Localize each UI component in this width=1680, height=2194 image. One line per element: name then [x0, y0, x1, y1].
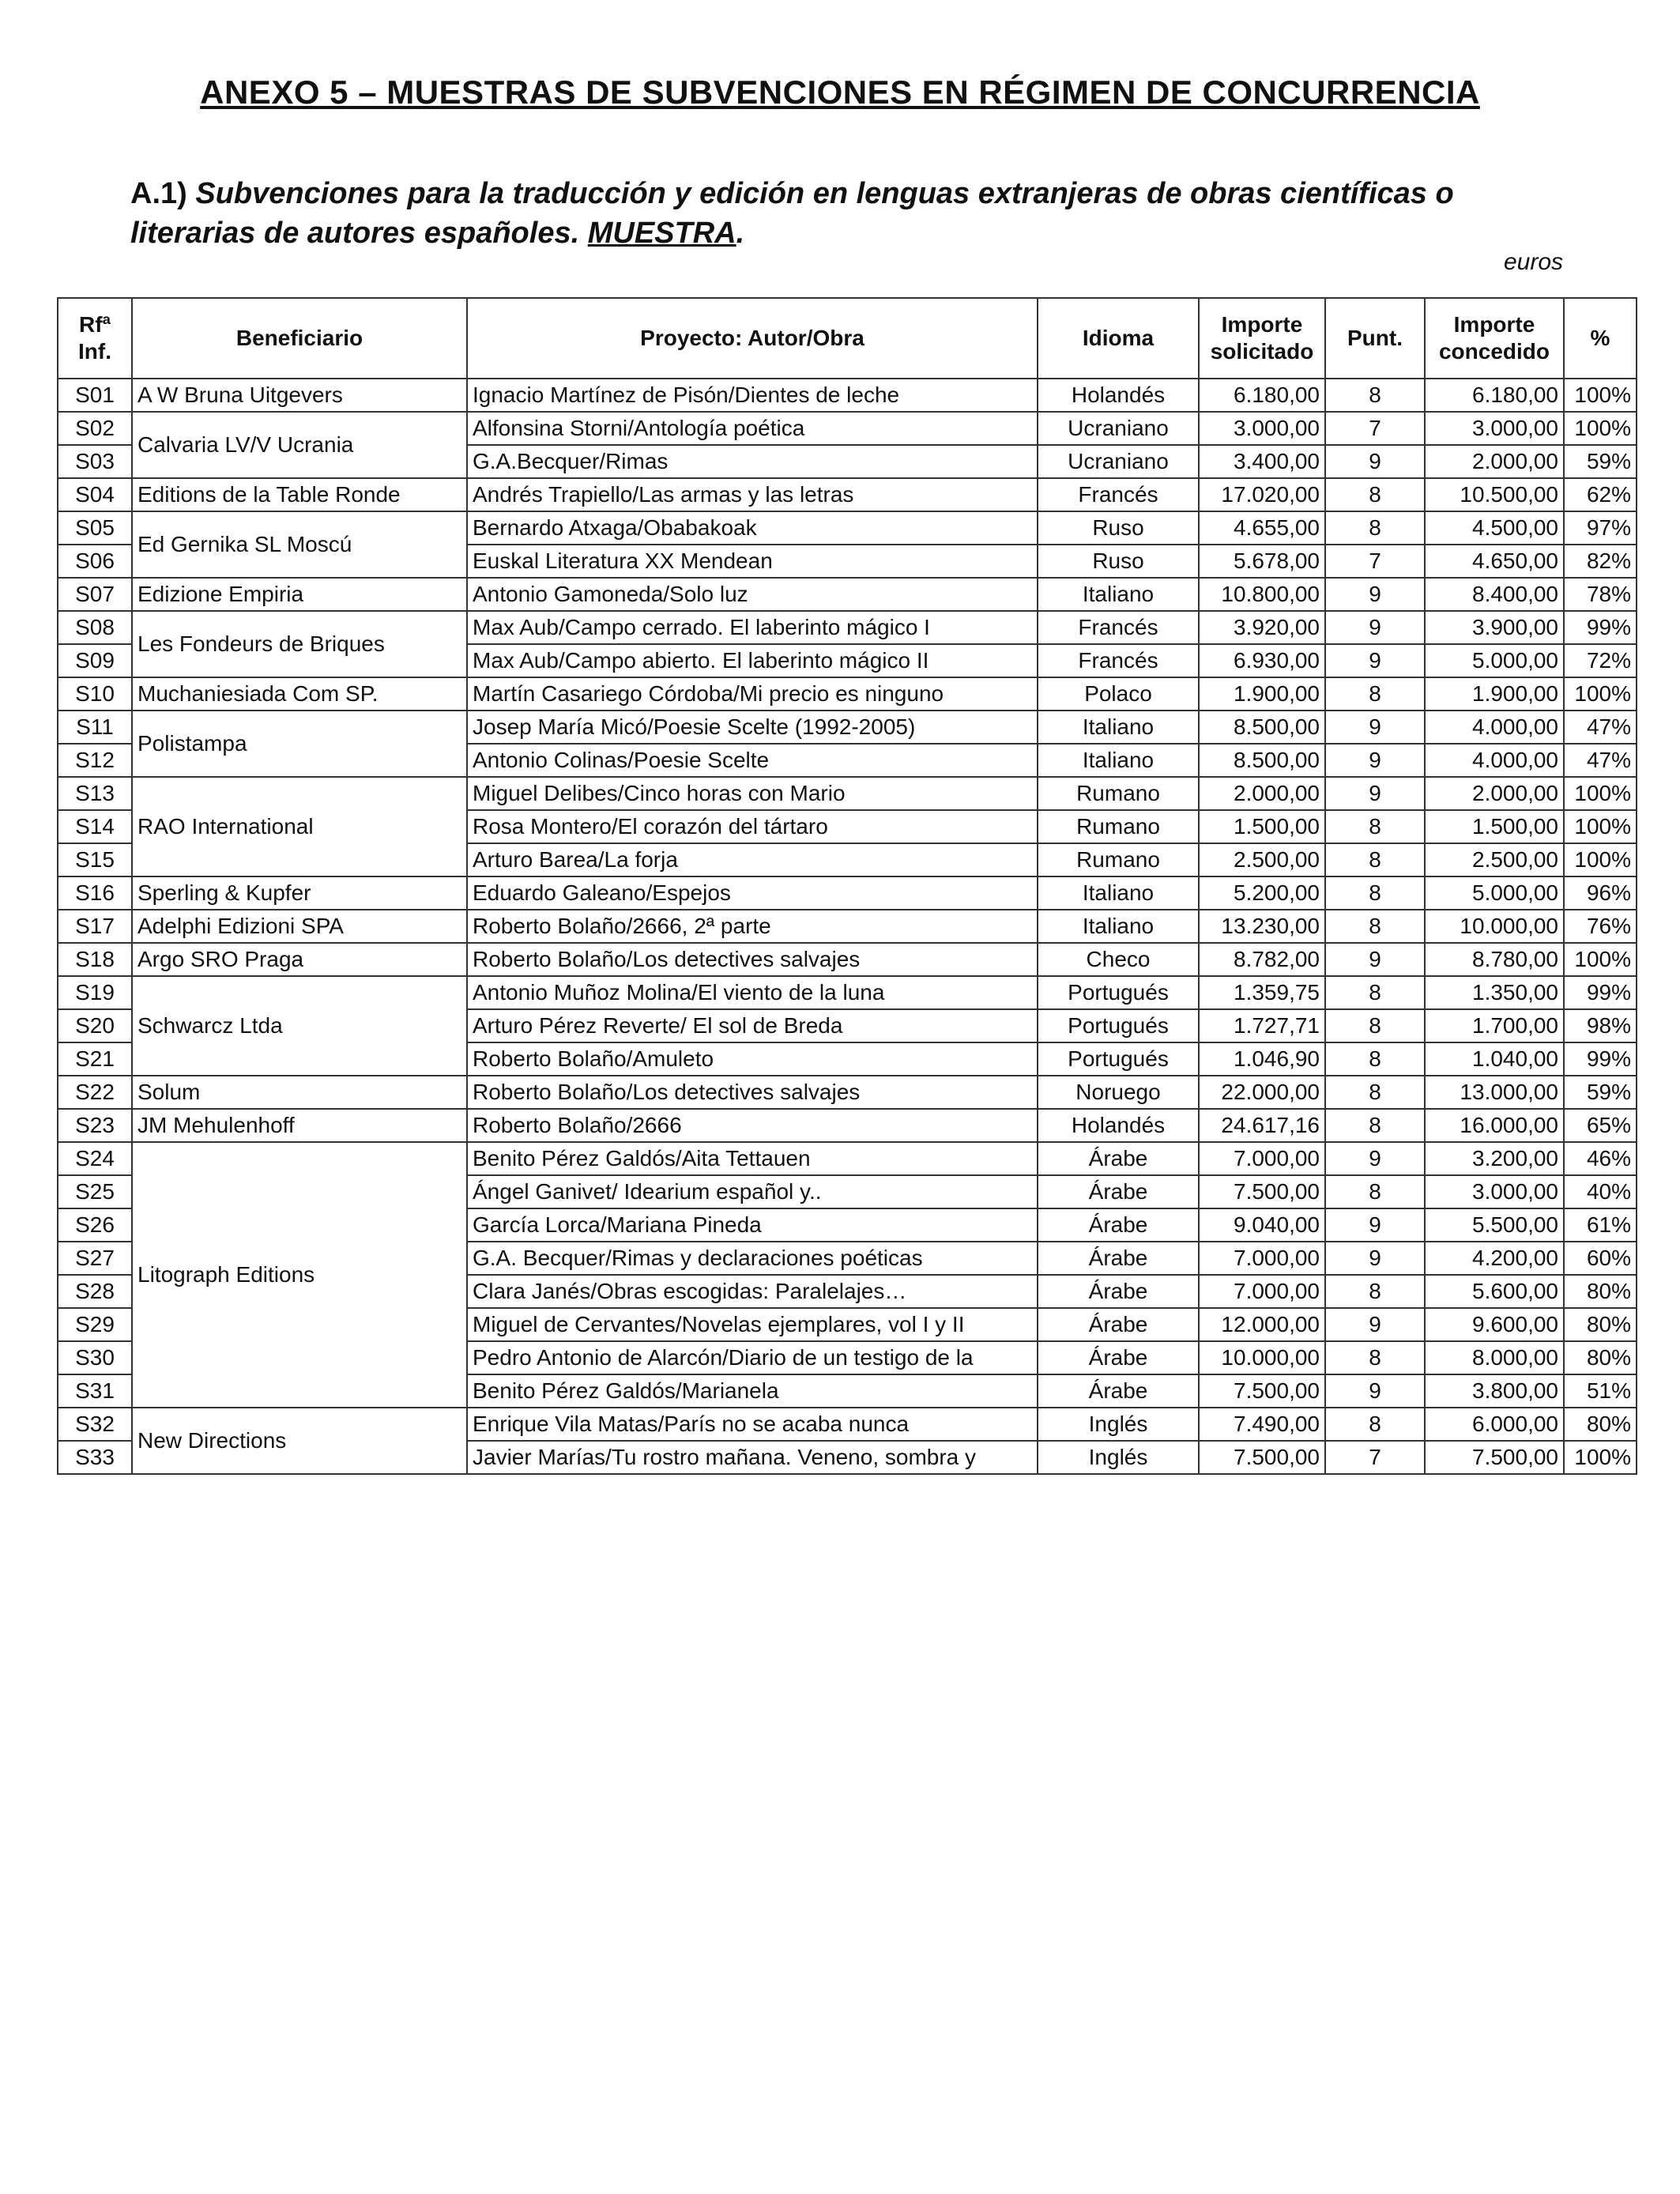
- table-row: [58, 578, 1637, 611]
- requested-amount-cell: 7.000,00: [1199, 1275, 1325, 1308]
- granted-amount-cell: 3.000,00: [1425, 1175, 1564, 1208]
- ref-cell: S05: [58, 511, 132, 545]
- table-row: [58, 976, 1637, 1009]
- granted-amount-cell: 5.500,00: [1425, 1208, 1564, 1242]
- project-cell: Benito Pérez Galdós/Marianela: [467, 1374, 1038, 1408]
- header-percent: %: [1564, 298, 1637, 379]
- beneficiary-cell: Solum: [132, 1076, 467, 1109]
- project-cell: Pedro Antonio de Alarcón/Diario de un testigo de la: [467, 1341, 1038, 1374]
- project-cell: Miguel de Cervantes/Novelas ejemplares, vol I y II: [467, 1308, 1038, 1341]
- requested-amount-cell: 1.900,00: [1199, 677, 1325, 711]
- granted-amount-cell: 4.000,00: [1425, 711, 1564, 744]
- requested-amount-cell: 7.500,00: [1199, 1374, 1325, 1408]
- language-cell: Ruso: [1038, 511, 1199, 545]
- language-cell: Italiano: [1038, 744, 1199, 777]
- granted-amount-cell: 5.000,00: [1425, 644, 1564, 677]
- ref-cell: S15: [58, 843, 132, 876]
- ref-cell: S06: [58, 545, 132, 578]
- table-body: [58, 379, 1637, 1474]
- language-cell: Checo: [1038, 943, 1199, 976]
- ref-cell: S26: [58, 1208, 132, 1242]
- requested-amount-cell: 1.046,90: [1199, 1042, 1325, 1076]
- score-cell: 9: [1325, 943, 1425, 976]
- score-cell: 8: [1325, 876, 1425, 910]
- score-cell: 8: [1325, 511, 1425, 545]
- project-cell: Enrique Vila Matas/París no se acaba nunca: [467, 1408, 1038, 1441]
- percent-cell: 100%: [1564, 1441, 1637, 1474]
- granted-amount-cell: 10.500,00: [1425, 478, 1564, 511]
- granted-amount-cell: 10.000,00: [1425, 910, 1564, 943]
- ref-cell: S03: [58, 445, 132, 478]
- beneficiary-cell: Editions de la Table Ronde: [132, 478, 467, 511]
- project-cell: Antonio Gamoneda/Solo luz: [467, 578, 1038, 611]
- language-cell: Italiano: [1038, 876, 1199, 910]
- project-cell: Antonio Colinas/Poesie Scelte: [467, 744, 1038, 777]
- project-cell: Max Aub/Campo cerrado. El laberinto mágico I: [467, 611, 1038, 644]
- percent-cell: 62%: [1564, 478, 1637, 511]
- table-row: [58, 910, 1637, 943]
- table-row: [58, 1109, 1637, 1142]
- section-subtitle: [130, 174, 1584, 253]
- header-beneficiary: Beneficiario: [132, 298, 467, 379]
- score-cell: 9: [1325, 1142, 1425, 1175]
- project-cell: Roberto Bolaño/2666, 2ª parte: [467, 910, 1038, 943]
- ref-cell: S19: [58, 976, 132, 1009]
- beneficiary-cell: Litograph Editions: [132, 1142, 467, 1408]
- project-cell: Eduardo Galeano/Espejos: [467, 876, 1038, 910]
- ref-cell: S01: [58, 379, 132, 412]
- ref-cell: S08: [58, 611, 132, 644]
- granted-amount-cell: 8.780,00: [1425, 943, 1564, 976]
- granted-amount-cell: 6.180,00: [1425, 379, 1564, 412]
- ref-cell: S18: [58, 943, 132, 976]
- language-cell: Polaco: [1038, 677, 1199, 711]
- ref-cell: S16: [58, 876, 132, 910]
- granted-amount-cell: 6.000,00: [1425, 1408, 1564, 1441]
- granted-amount-cell: 2.500,00: [1425, 843, 1564, 876]
- granted-amount-cell: 3.800,00: [1425, 1374, 1564, 1408]
- project-cell: Andrés Trapiello/Las armas y las letras: [467, 478, 1038, 511]
- granted-amount-cell: 7.500,00: [1425, 1441, 1564, 1474]
- ref-cell: S14: [58, 810, 132, 843]
- language-cell: Noruego: [1038, 1076, 1199, 1109]
- score-cell: 8: [1325, 843, 1425, 876]
- percent-cell: 80%: [1564, 1275, 1637, 1308]
- beneficiary-cell: JM Mehulenhoff: [132, 1109, 467, 1142]
- project-cell: Bernardo Atxaga/Obabakoak: [467, 511, 1038, 545]
- project-cell: Euskal Literatura XX Mendean: [467, 545, 1038, 578]
- language-cell: Inglés: [1038, 1441, 1199, 1474]
- requested-amount-cell: 12.000,00: [1199, 1308, 1325, 1341]
- project-cell: G.A. Becquer/Rimas y declaraciones poéticas: [467, 1242, 1038, 1275]
- score-cell: 8: [1325, 1408, 1425, 1441]
- percent-cell: 80%: [1564, 1341, 1637, 1374]
- grants-table: [57, 297, 1637, 1475]
- requested-amount-cell: 7.000,00: [1199, 1142, 1325, 1175]
- table-row: [58, 412, 1637, 445]
- project-cell: Roberto Bolaño/2666: [467, 1109, 1038, 1142]
- granted-amount-cell: 3.200,00: [1425, 1142, 1564, 1175]
- beneficiary-cell: Sperling & Kupfer: [132, 876, 467, 910]
- score-cell: 8: [1325, 1042, 1425, 1076]
- section-code: A.1): [130, 177, 187, 210]
- table-row: [58, 478, 1637, 511]
- requested-amount-cell: 2.500,00: [1199, 843, 1325, 876]
- percent-cell: 72%: [1564, 644, 1637, 677]
- language-cell: Francés: [1038, 611, 1199, 644]
- language-cell: Italiano: [1038, 910, 1199, 943]
- table-row: [58, 711, 1637, 744]
- requested-amount-cell: 3.920,00: [1199, 611, 1325, 644]
- language-cell: Holandés: [1038, 379, 1199, 412]
- language-cell: Francés: [1038, 644, 1199, 677]
- granted-amount-cell: 3.000,00: [1425, 412, 1564, 445]
- percent-cell: 100%: [1564, 810, 1637, 843]
- requested-amount-cell: 7.490,00: [1199, 1408, 1325, 1441]
- score-cell: 7: [1325, 1441, 1425, 1474]
- requested-amount-cell: 1.727,71: [1199, 1009, 1325, 1042]
- percent-cell: 100%: [1564, 777, 1637, 810]
- ref-cell: S02: [58, 412, 132, 445]
- percent-cell: 99%: [1564, 976, 1637, 1009]
- percent-cell: 97%: [1564, 511, 1637, 545]
- project-cell: Roberto Bolaño/Los detectives salvajes: [467, 1076, 1038, 1109]
- score-cell: 9: [1325, 445, 1425, 478]
- project-cell: Max Aub/Campo abierto. El laberinto mágico II: [467, 644, 1038, 677]
- score-cell: 8: [1325, 1076, 1425, 1109]
- percent-cell: 98%: [1564, 1009, 1637, 1042]
- granted-amount-cell: 8.000,00: [1425, 1341, 1564, 1374]
- language-cell: Árabe: [1038, 1341, 1199, 1374]
- granted-amount-cell: 1.900,00: [1425, 677, 1564, 711]
- granted-amount-cell: 1.040,00: [1425, 1042, 1564, 1076]
- score-cell: 9: [1325, 611, 1425, 644]
- requested-amount-cell: 1.359,75: [1199, 976, 1325, 1009]
- project-cell: Rosa Montero/El corazón del tártaro: [467, 810, 1038, 843]
- beneficiary-cell: Edizione Empiria: [132, 578, 467, 611]
- project-cell: Martín Casariego Córdoba/Mi precio es ninguno: [467, 677, 1038, 711]
- table-row: [58, 876, 1637, 910]
- table-row: [58, 611, 1637, 644]
- project-cell: Clara Janés/Obras escogidas: Paralelajes…: [467, 1275, 1038, 1308]
- header-granted-amount: Importe concedido: [1425, 298, 1564, 379]
- ref-cell: S21: [58, 1042, 132, 1076]
- ref-cell: S33: [58, 1441, 132, 1474]
- percent-cell: 60%: [1564, 1242, 1637, 1275]
- project-cell: Alfonsina Storni/Antología poética: [467, 412, 1038, 445]
- header-requested-amount: Importe solicitado: [1199, 298, 1325, 379]
- percent-cell: 100%: [1564, 843, 1637, 876]
- language-cell: Portugués: [1038, 976, 1199, 1009]
- language-cell: Árabe: [1038, 1242, 1199, 1275]
- score-cell: 8: [1325, 677, 1425, 711]
- ref-cell: S11: [58, 711, 132, 744]
- percent-cell: 100%: [1564, 677, 1637, 711]
- requested-amount-cell: 2.000,00: [1199, 777, 1325, 810]
- score-cell: 8: [1325, 1009, 1425, 1042]
- language-cell: Árabe: [1038, 1208, 1199, 1242]
- table-row: [58, 1408, 1637, 1441]
- score-cell: 9: [1325, 578, 1425, 611]
- score-cell: 9: [1325, 1208, 1425, 1242]
- ref-cell: S04: [58, 478, 132, 511]
- requested-amount-cell: 17.020,00: [1199, 478, 1325, 511]
- granted-amount-cell: 8.400,00: [1425, 578, 1564, 611]
- requested-amount-cell: 13.230,00: [1199, 910, 1325, 943]
- percent-cell: 61%: [1564, 1208, 1637, 1242]
- beneficiary-cell: Adelphi Edizioni SPA: [132, 910, 467, 943]
- table-row: [58, 943, 1637, 976]
- percent-cell: 82%: [1564, 545, 1637, 578]
- requested-amount-cell: 5.678,00: [1199, 545, 1325, 578]
- percent-cell: 46%: [1564, 1142, 1637, 1175]
- percent-cell: 47%: [1564, 744, 1637, 777]
- requested-amount-cell: 7.500,00: [1199, 1175, 1325, 1208]
- requested-amount-cell: 9.040,00: [1199, 1208, 1325, 1242]
- ref-cell: S31: [58, 1374, 132, 1408]
- ref-cell: S32: [58, 1408, 132, 1441]
- granted-amount-cell: 4.500,00: [1425, 511, 1564, 545]
- ref-cell: S22: [58, 1076, 132, 1109]
- requested-amount-cell: 8.500,00: [1199, 711, 1325, 744]
- score-cell: 8: [1325, 1175, 1425, 1208]
- header-ref: Rfª Inf.: [58, 298, 132, 379]
- language-cell: Árabe: [1038, 1175, 1199, 1208]
- language-cell: Francés: [1038, 478, 1199, 511]
- percent-cell: 40%: [1564, 1175, 1637, 1208]
- beneficiary-cell: Ed Gernika SL Moscú: [132, 511, 467, 578]
- score-cell: 9: [1325, 1374, 1425, 1408]
- requested-amount-cell: 4.655,00: [1199, 511, 1325, 545]
- percent-cell: 78%: [1564, 578, 1637, 611]
- project-cell: G.A.Becquer/Rimas: [467, 445, 1038, 478]
- beneficiary-cell: Les Fondeurs de Briques: [132, 611, 467, 677]
- project-cell: Roberto Bolaño/Los detectives salvajes: [467, 943, 1038, 976]
- currency-unit: euros: [1503, 249, 1563, 275]
- score-cell: 8: [1325, 478, 1425, 511]
- language-cell: Italiano: [1038, 578, 1199, 611]
- percent-cell: 99%: [1564, 1042, 1637, 1076]
- granted-amount-cell: 16.000,00: [1425, 1109, 1564, 1142]
- score-cell: 7: [1325, 412, 1425, 445]
- header-project: Proyecto: Autor/Obra: [467, 298, 1038, 379]
- ref-cell: S09: [58, 644, 132, 677]
- percent-cell: 59%: [1564, 445, 1637, 478]
- percent-cell: 96%: [1564, 876, 1637, 910]
- beneficiary-cell: Schwarcz Ltda: [132, 976, 467, 1076]
- granted-amount-cell: 9.600,00: [1425, 1308, 1564, 1341]
- language-cell: Portugués: [1038, 1009, 1199, 1042]
- language-cell: Inglés: [1038, 1408, 1199, 1441]
- requested-amount-cell: 6.180,00: [1199, 379, 1325, 412]
- granted-amount-cell: 3.900,00: [1425, 611, 1564, 644]
- header-score: Punt.: [1325, 298, 1425, 379]
- table-row: [58, 1142, 1637, 1175]
- granted-amount-cell: 1.350,00: [1425, 976, 1564, 1009]
- granted-amount-cell: 2.000,00: [1425, 777, 1564, 810]
- table-row: [58, 677, 1637, 711]
- table-row: [58, 379, 1637, 412]
- project-cell: Arturo Pérez Reverte/ El sol de Breda: [467, 1009, 1038, 1042]
- score-cell: 8: [1325, 1275, 1425, 1308]
- sample-period: .: [736, 217, 745, 250]
- granted-amount-cell: 5.600,00: [1425, 1275, 1564, 1308]
- project-cell: Antonio Muñoz Molina/El viento de la luna: [467, 976, 1038, 1009]
- project-cell: García Lorca/Mariana Pineda: [467, 1208, 1038, 1242]
- granted-amount-cell: 1.500,00: [1425, 810, 1564, 843]
- table-row: [58, 511, 1637, 545]
- ref-cell: S20: [58, 1009, 132, 1042]
- project-cell: Arturo Barea/La forja: [467, 843, 1038, 876]
- project-cell: Miguel Delibes/Cinco horas con Mario: [467, 777, 1038, 810]
- percent-cell: 100%: [1564, 412, 1637, 445]
- ref-cell: S10: [58, 677, 132, 711]
- requested-amount-cell: 6.930,00: [1199, 644, 1325, 677]
- score-cell: 9: [1325, 644, 1425, 677]
- percent-cell: 59%: [1564, 1076, 1637, 1109]
- granted-amount-cell: 4.200,00: [1425, 1242, 1564, 1275]
- table-row: [58, 1076, 1637, 1109]
- requested-amount-cell: 24.617,16: [1199, 1109, 1325, 1142]
- score-cell: 9: [1325, 1308, 1425, 1341]
- table-header-row: [58, 298, 1637, 379]
- language-cell: Rumano: [1038, 810, 1199, 843]
- ref-cell: S12: [58, 744, 132, 777]
- granted-amount-cell: 5.000,00: [1425, 876, 1564, 910]
- project-cell: Javier Marías/Tu rostro mañana. Veneno, sombra y: [467, 1441, 1038, 1474]
- percent-cell: 51%: [1564, 1374, 1637, 1408]
- score-cell: 9: [1325, 1242, 1425, 1275]
- beneficiary-cell: Calvaria LV/V Ucrania: [132, 412, 467, 478]
- language-cell: Holandés: [1038, 1109, 1199, 1142]
- requested-amount-cell: 1.500,00: [1199, 810, 1325, 843]
- language-cell: Ruso: [1038, 545, 1199, 578]
- score-cell: 8: [1325, 1341, 1425, 1374]
- granted-amount-cell: 4.650,00: [1425, 545, 1564, 578]
- percent-cell: 65%: [1564, 1109, 1637, 1142]
- requested-amount-cell: 8.782,00: [1199, 943, 1325, 976]
- granted-amount-cell: 4.000,00: [1425, 744, 1564, 777]
- language-cell: Árabe: [1038, 1275, 1199, 1308]
- granted-amount-cell: 2.000,00: [1425, 445, 1564, 478]
- score-cell: 9: [1325, 711, 1425, 744]
- requested-amount-cell: 8.500,00: [1199, 744, 1325, 777]
- percent-cell: 80%: [1564, 1308, 1637, 1341]
- language-cell: Ucraniano: [1038, 412, 1199, 445]
- ref-cell: S24: [58, 1142, 132, 1175]
- score-cell: 7: [1325, 545, 1425, 578]
- language-cell: Portugués: [1038, 1042, 1199, 1076]
- project-cell: Josep María Micó/Poesie Scelte (1992-2005): [467, 711, 1038, 744]
- page-title: ANEXO 5 – MUESTRAS DE SUBVENCIONES EN RÉGIMEN DE CONCURRENCIA: [200, 74, 1480, 111]
- ref-cell: S28: [58, 1275, 132, 1308]
- requested-amount-cell: 10.000,00: [1199, 1341, 1325, 1374]
- language-cell: Árabe: [1038, 1308, 1199, 1341]
- percent-cell: 100%: [1564, 379, 1637, 412]
- score-cell: 8: [1325, 1109, 1425, 1142]
- ref-cell: S23: [58, 1109, 132, 1142]
- requested-amount-cell: 3.400,00: [1199, 445, 1325, 478]
- project-cell: Roberto Bolaño/Amuleto: [467, 1042, 1038, 1076]
- header-language: Idioma: [1038, 298, 1199, 379]
- project-cell: Ignacio Martínez de Pisón/Dientes de leche: [467, 379, 1038, 412]
- score-cell: 9: [1325, 744, 1425, 777]
- section-description: Subvenciones para la traducción y edición en lenguas extranjeras de obras científicas o literarias de autores españoles.: [130, 177, 1454, 250]
- language-cell: Rumano: [1038, 777, 1199, 810]
- requested-amount-cell: 7.500,00: [1199, 1441, 1325, 1474]
- table-row: [58, 777, 1637, 810]
- percent-cell: 47%: [1564, 711, 1637, 744]
- sample-label: MUESTRA: [587, 217, 736, 250]
- ref-cell: S17: [58, 910, 132, 943]
- percent-cell: 99%: [1564, 611, 1637, 644]
- beneficiary-cell: New Directions: [132, 1408, 467, 1474]
- score-cell: 8: [1325, 810, 1425, 843]
- language-cell: Árabe: [1038, 1374, 1199, 1408]
- requested-amount-cell: 3.000,00: [1199, 412, 1325, 445]
- granted-amount-cell: 1.700,00: [1425, 1009, 1564, 1042]
- ref-cell: S07: [58, 578, 132, 611]
- granted-amount-cell: 13.000,00: [1425, 1076, 1564, 1109]
- score-cell: 8: [1325, 379, 1425, 412]
- requested-amount-cell: 7.000,00: [1199, 1242, 1325, 1275]
- language-cell: Italiano: [1038, 711, 1199, 744]
- score-cell: 9: [1325, 777, 1425, 810]
- requested-amount-cell: 22.000,00: [1199, 1076, 1325, 1109]
- beneficiary-cell: Muchaniesiada Com SP.: [132, 677, 467, 711]
- language-cell: Árabe: [1038, 1142, 1199, 1175]
- requested-amount-cell: 5.200,00: [1199, 876, 1325, 910]
- requested-amount-cell: 10.800,00: [1199, 578, 1325, 611]
- ref-cell: S25: [58, 1175, 132, 1208]
- beneficiary-cell: Polistampa: [132, 711, 467, 777]
- language-cell: Rumano: [1038, 843, 1199, 876]
- percent-cell: 80%: [1564, 1408, 1637, 1441]
- ref-cell: S30: [58, 1341, 132, 1374]
- project-cell: Benito Pérez Galdós/Aita Tettauen: [467, 1142, 1038, 1175]
- ref-cell: S29: [58, 1308, 132, 1341]
- beneficiary-cell: A W Bruna Uitgevers: [132, 379, 467, 412]
- beneficiary-cell: Argo SRO Praga: [132, 943, 467, 976]
- language-cell: Ucraniano: [1038, 445, 1199, 478]
- score-cell: 8: [1325, 910, 1425, 943]
- project-cell: Ángel Ganivet/ Idearium español y..: [467, 1175, 1038, 1208]
- percent-cell: 100%: [1564, 943, 1637, 976]
- ref-cell: S27: [58, 1242, 132, 1275]
- percent-cell: 76%: [1564, 910, 1637, 943]
- ref-cell: S13: [58, 777, 132, 810]
- score-cell: 8: [1325, 976, 1425, 1009]
- beneficiary-cell: RAO International: [132, 777, 467, 876]
